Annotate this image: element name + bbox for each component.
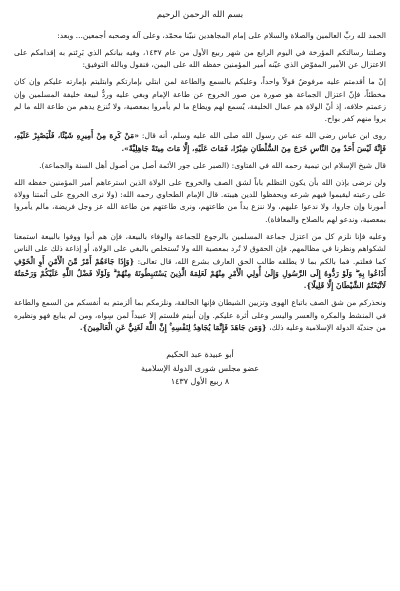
hadith-text: «مَنْ كَرِهَ مِنْ أَمِيرِهِ شَيْئًا، فَلْيَصْبِرْ عَلَيْهِ، فَإِنَّهُ لَيْسَ أَحَدٌ مِنَ النَّاسِ خَرَجَ مِنَ السُّلْطَانِ شِبْرًا، فَمَاتَ عَلَيْهِ، إِلَّا مَاتَ مِيتَةً جَاهِلِيَّةً».	[14, 131, 386, 153]
tahawi-paragraph: ولن نرضى بإذن الله بأن يكون التظلم باباً لشق الصف والخروج على الولاة الذين استرعاهم أمير المؤمنين حفظه الله على رعيته ليقيموا فيهم شرعه ويحفظوا للدين هيبته. قال الإمام الطحاوي رحمه الله: (ولا نرى الخروج على أئمتنا وولاة أمورنا وإن جاروا، ولا ندعوا عليهم، ولا ننزع يداً من طاعتهم، ونرى طاعتهم من طاعة الله عز وجل فريضة، مالم يأمروا بمعصية، وندعو لهم بالصلاح والمعافاة).	[14, 177, 386, 224]
basmala-heading: بسم الله الرحمن الرحيم	[156, 10, 244, 20]
intro-paragraph: الحمد لله ربِّ العالمين والصلاة والسلام على إمام المجاهدين نبيّنا محمّد، وعلى آله وصحبه أجمعين... وبعد:	[57, 31, 386, 40]
hadith-paragraph	[14, 130, 386, 155]
return-paragraph	[14, 231, 386, 293]
closing-verse: {وَمَن جَاهَدَ فَإِنَّمَا يُجَاهِدُ لِنَفْسِهِ ۚ إِنَّ اللَّهَ لَغَنِيٌّ عَنِ الْعَالَمِينَ}.	[79, 323, 267, 333]
hadith-lead: روى ابن عباس رضي الله عنه عن رسول الله صلى الله عليه وسلم، أنه قال:	[141, 131, 386, 141]
return-lead: وعليه فإنا نلزم كل من اعتزل جماعة المسلمين بالرجوع للجماعة والوفاء بالبيعة، فإن هم أبوا ووفوا بالبيعة استمعنا لشكواهم ونظرنا في مظالمهم. فإن الحقوق لا تُرد بمعصية الله ولا تُستخلص بالبغي على الولاة، أو إذاعة ذلك على الناس كما فعلتم. فما بالكم بما لا يطلقه طالب الحق العارف بشرع الله، قال تعالى:	[14, 231, 386, 266]
quran-verse: {وَإِذَا جَاءَهُمْ أَمْرٌ مِّنَ الْأَمْنِ أَوِ الْخَوْفِ أَذَاعُوا بِهِ ۖ وَلَوْ رَدُّوهُ إِلَى الرَّسُولِ وَإِلَىٰ أُولِي الْأَمْرِ مِنْهُمْ لَعَلِمَهُ الَّذِينَ يَسْتَنبِطُونَهُ مِنْهُمْ ۗ وَلَوْلَا فَضْلُ اللَّهِ عَلَيْكُمْ وَرَحْمَتُهُ لَاتَّبَعْتُمُ الشَّيْطَانَ إِلَّا قَلِيلًا}.	[14, 256, 386, 291]
signature-title: عضو مجلس شورى الدولة الإسلامية	[141, 363, 259, 373]
signature-date: ٨ ربيع الأول ١٤٣٧	[170, 377, 230, 387]
ibn-taymiyya-paragraph: قال شيخ الإسلام ابن تيمية رحمه الله في الفتاوى: (الصبر على جور الأئمة أصل من أصول أهل السنة والجماعة).	[39, 160, 386, 170]
received-paragraph: وصلتنا رسالتكم المؤرخة في اليوم الرابع من شهر ربيع الأول من عام ١٤٣٧، وفيه بيانكم الذي بَرِئتم به إقدامكم على الاعتزال عن الأمير المفوّض الذي عيّنه أمير المؤمنين حفظه الله على اليمن، فنقول وبالله التوفيق:	[14, 47, 386, 70]
signature-block	[14, 348, 386, 389]
warning-paragraph	[14, 297, 386, 334]
warning-lead: ونحذركم من شق الصف باتباع الهوى وتزيين الشيطان فإنها الحالقة، ونلزمكم بما ألزمتم به أنفسكم من السمع والطاعة في المنشط والمكره والعسر واليسر وعلى أثرة عليكم. وإن أبيتم فلستم إلا عبيداً لمن سِواه، ومن لم يبايع فهو ونظيره من جنديّة الدولة الإسلامية وعليه ذلك،	[14, 298, 386, 333]
signature-name: أبو عبيدة عبد الحكيم	[166, 350, 234, 360]
obedience-paragraph: إنّ ما أقدمتم عليه مرفوضٌ قولاً واحداً، وعليكم بالسمع والطاعة لمن ابتلي بإمارتكم وابتليتم بإمارته عليكم وإن كان مخطئاً، فإنّ اعتزال الجماعة هو صورة من صور الخروج عن طاعة الإمام وبغي عليه وردٌّ لبيعة خليفة المسلمين وإن زعمتم خلافه، إذ أنّ الولاة هم عمال الخليفة، يُسمع لهم ويطاع ما لم يأمروا بمعصية، ولا تُنزع يدهم من طاعة الله ما لم يروا منهم كفر بواح.	[14, 77, 386, 124]
